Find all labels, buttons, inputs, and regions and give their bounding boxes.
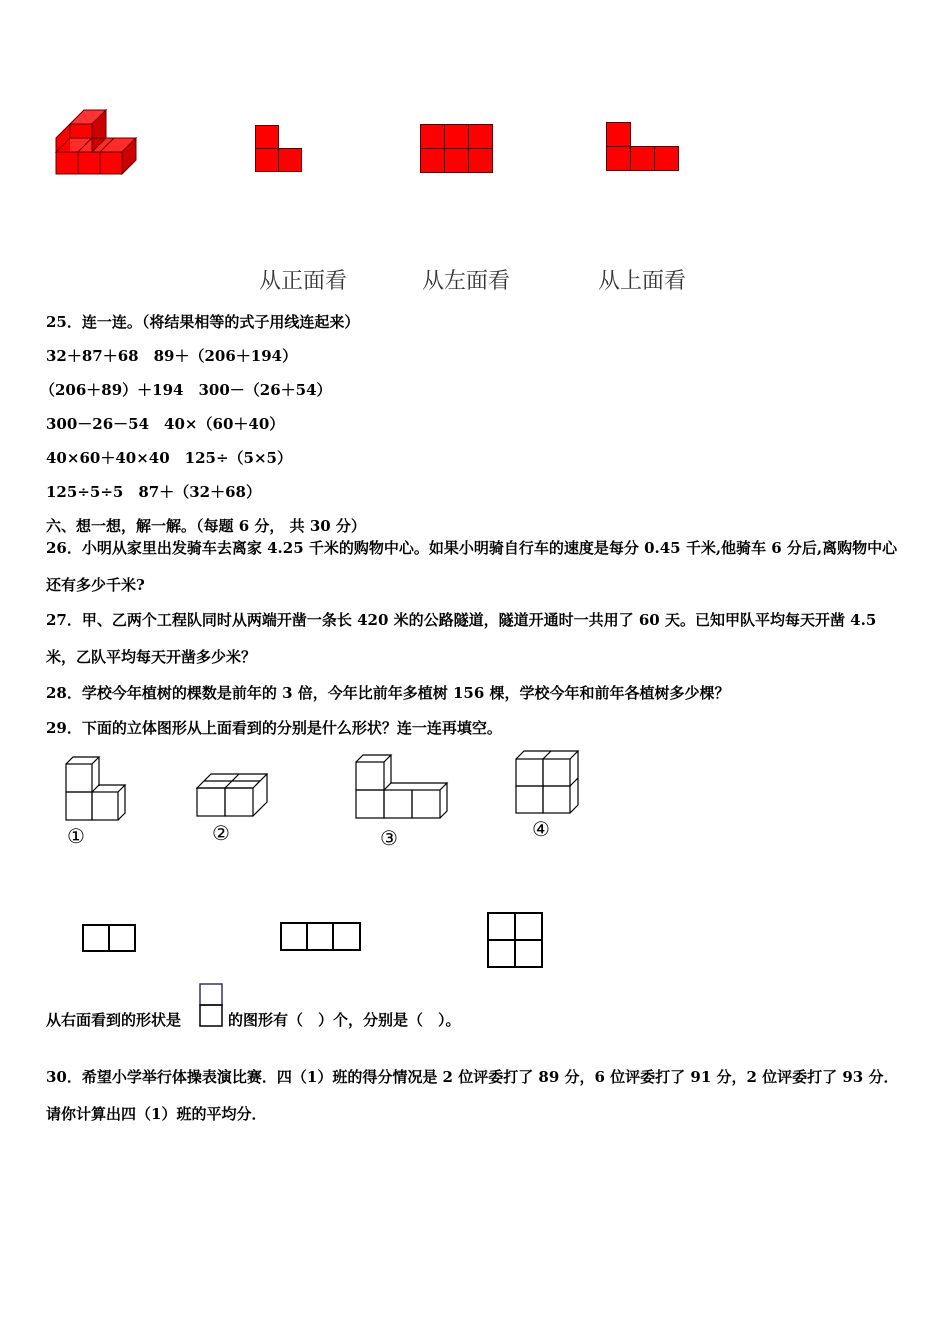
front-view-caption: 从正面看 — [259, 269, 348, 294]
q29-fill-suffix: 的图形有（ ）个，分别是（ ）。 — [228, 1011, 461, 1029]
q29-label-2: ② — [212, 821, 230, 845]
q29-option-four-squares — [487, 912, 545, 970]
left-view-shape — [420, 124, 495, 174]
q25-row-1: 32＋87＋68 89＋（206＋194） — [46, 347, 298, 365]
q29-title: 29．下面的立体图形从上面看到的分别是什么形状？连一连再填空。 — [46, 719, 502, 737]
q30-text: 30．希望小学举行体操表演比赛．四（1）班的得分情况是 2 位评委打了 89 分，6 位评委打了 91 分，2 位评委打了 93 分．请你计算出四（1）班的平均分． — [46, 1068, 899, 1123]
front-view-shape — [255, 125, 305, 175]
q25-title: 25．连一连。（将结果相等的式子用线连起来） — [46, 313, 360, 331]
q25-row-5: 125÷5÷5 87＋（32＋68） — [46, 483, 261, 501]
q29-option-two-squares — [82, 924, 138, 954]
q29-option-three-squares — [280, 922, 364, 952]
q29-solid-4 — [514, 749, 582, 815]
red-cube-solid-figure — [52, 108, 152, 184]
q27-text: 27．甲、乙两个工程队同时从两端开凿一条长 420 米的公路隧道，隧道开通时一共用了 60 天。已知甲队平均每天开凿 4.5 米，乙队平均每天开凿多少米？ — [46, 611, 877, 666]
q29-solid-3 — [354, 752, 448, 820]
top-view-shape — [606, 122, 682, 174]
top-view-caption: 从上面看 — [598, 269, 687, 294]
q29-label-3: ③ — [380, 826, 398, 850]
q25-row-2: （206＋89）＋194 300－（26＋54） — [40, 381, 332, 399]
q29-solid-2 — [195, 770, 271, 820]
q29-label-4: ④ — [532, 817, 550, 841]
q25-row-3: 300－26－54 40×（60＋40） — [46, 415, 285, 433]
section-6-title: 六、想一想，解一解。（每题 6 分， 共 30 分） — [46, 517, 366, 535]
left-view-caption: 从左面看 — [422, 269, 511, 294]
q29-fill-prefix: 从右面看到的形状是 — [46, 1011, 182, 1029]
q29-label-1: ① — [67, 824, 85, 848]
q26-text: 26．小明从家里出发骑车去离家 4.25 千米的购物中心。如果小明骑自行车的速度是每分 0.45 千米,他骑车 6 分后,离购物中心还有多少千米? — [46, 539, 898, 594]
q28-text: 28．学校今年植树的棵数是前年的 3 倍，今年比前年多植树 156 棵，学校今年和前年各植树多少棵？ — [46, 684, 730, 702]
q29-solid-1 — [64, 756, 128, 822]
q29-right-view-shape — [199, 983, 225, 1029]
q25-row-4: 40×60＋40×40 125÷（5×5） — [46, 449, 292, 467]
